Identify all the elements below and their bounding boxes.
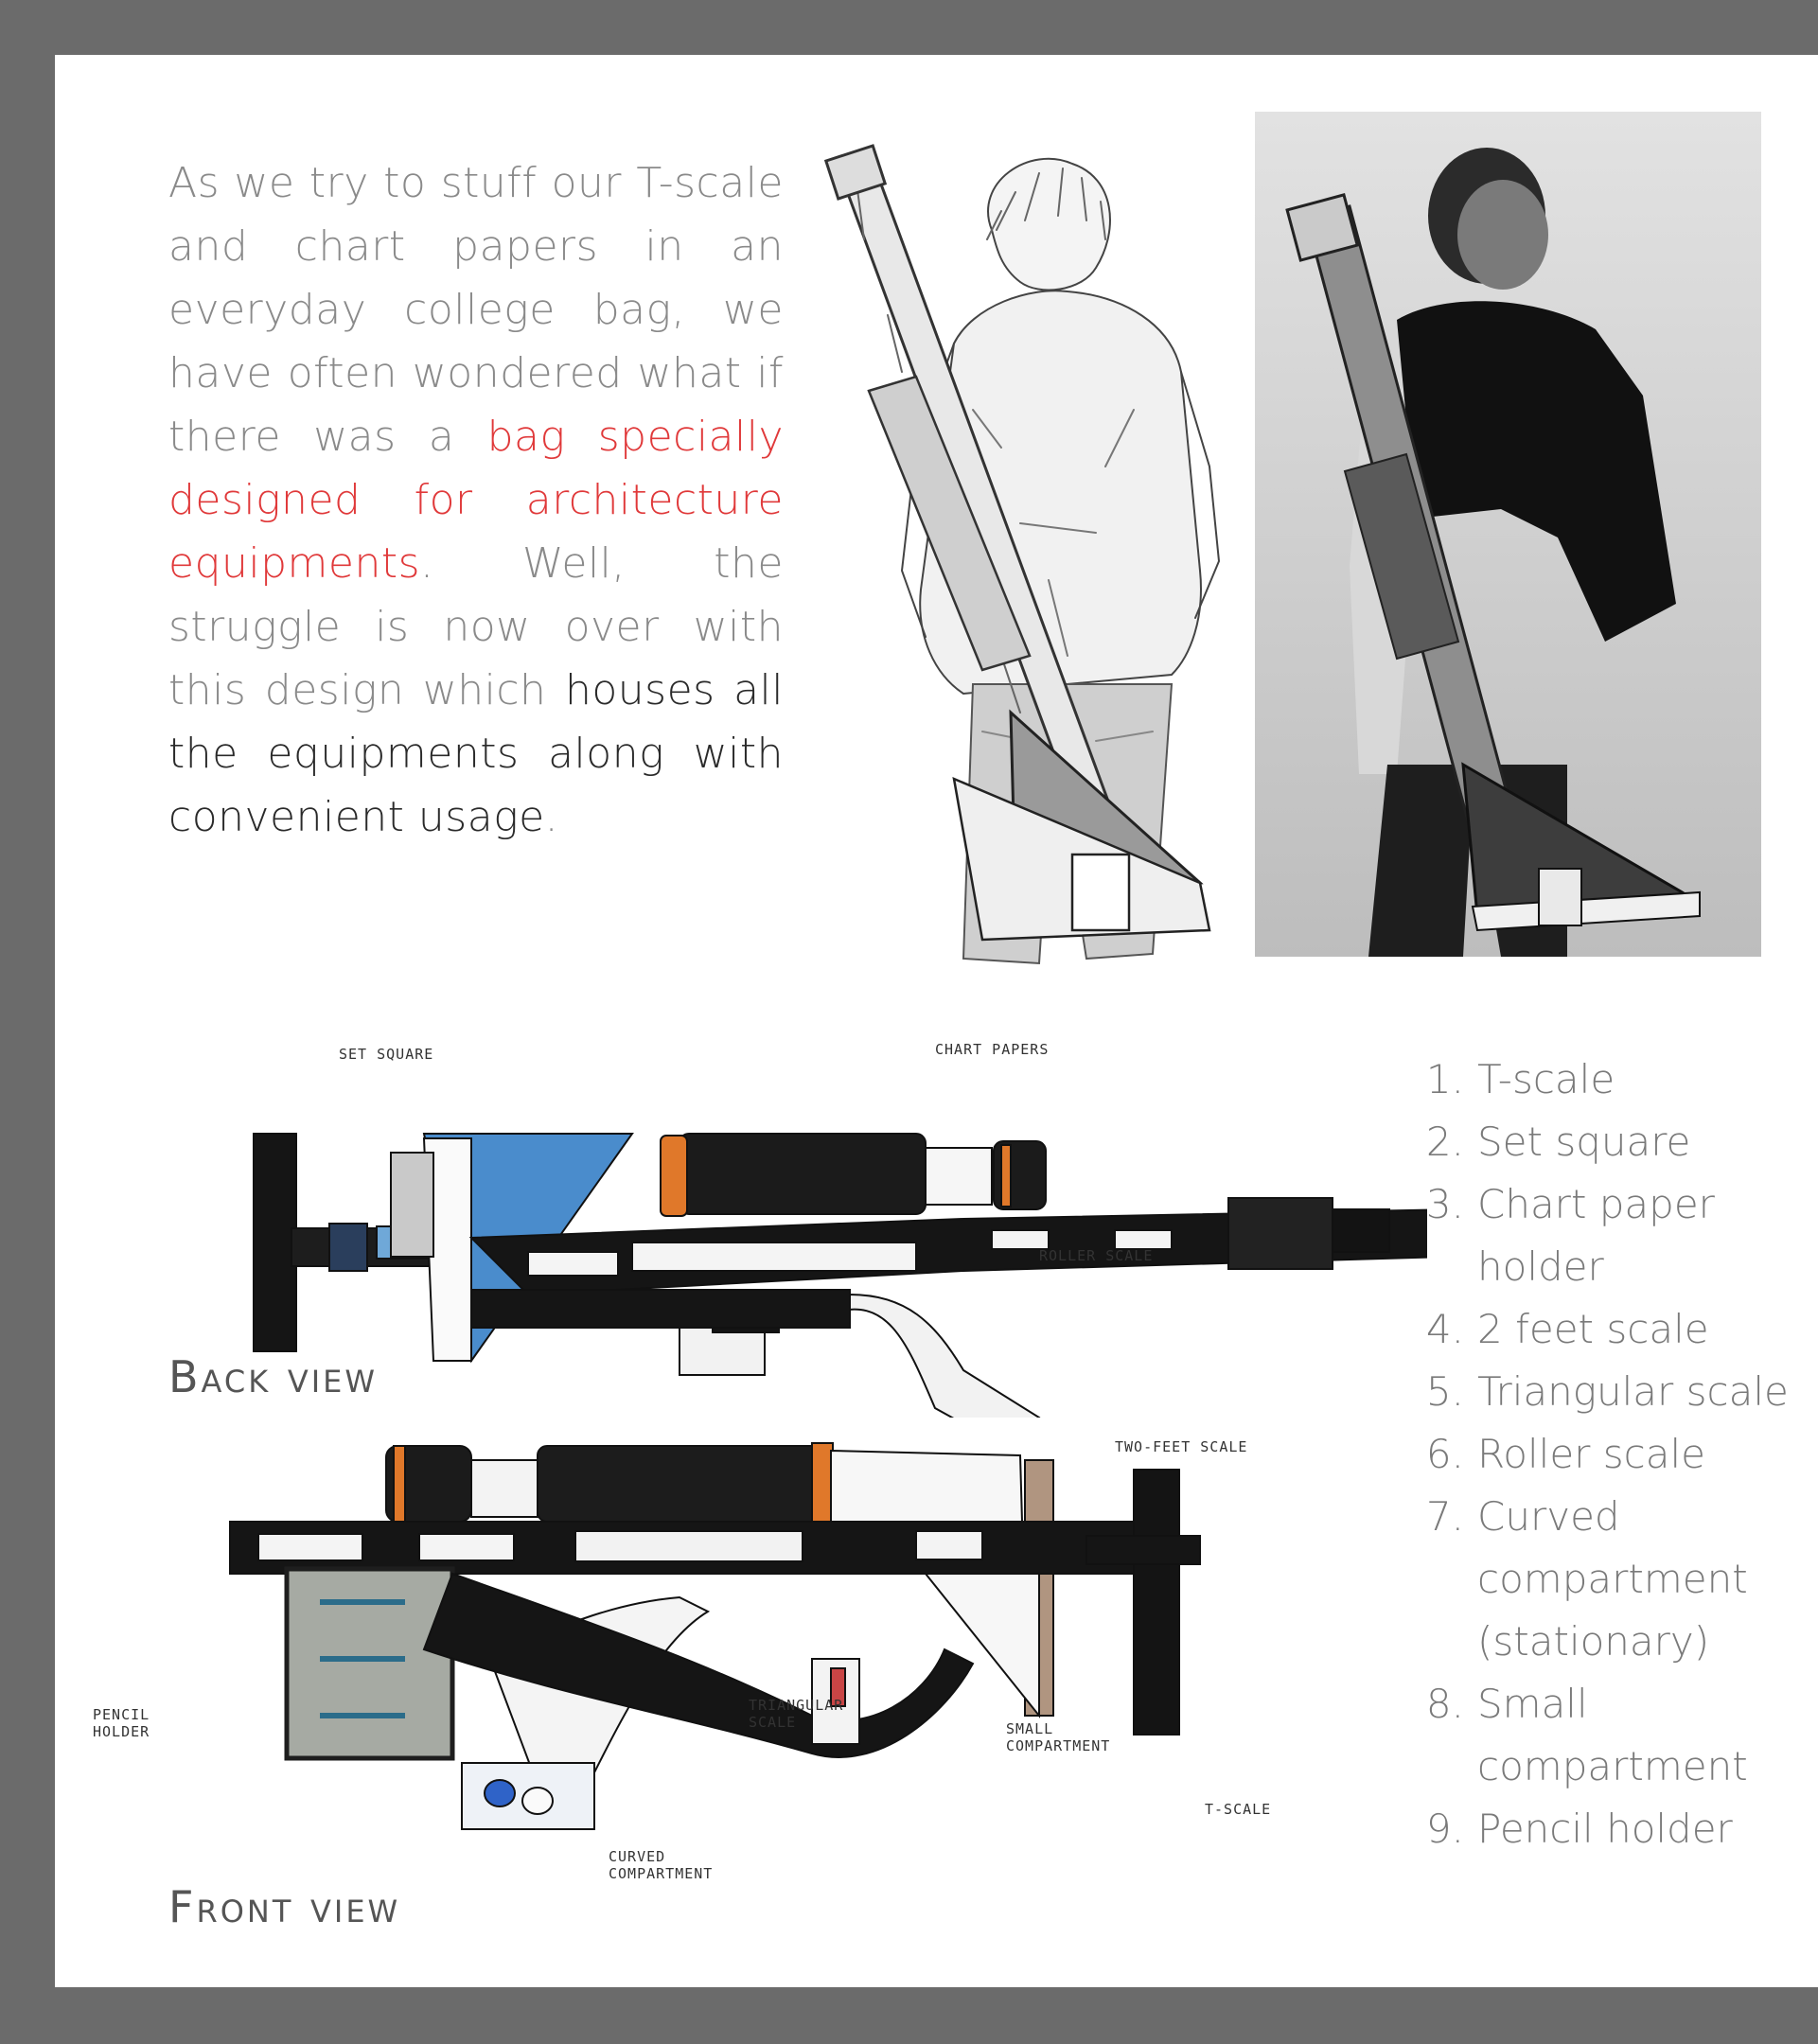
part-number: 5. [1425,1368,1464,1415]
photo-illustration [1255,112,1761,957]
intro-text-3: . [544,793,559,841]
intro-text-2: . Well, the struggle is now over with this design which [168,539,784,714]
part-label: Set square [1477,1119,1691,1165]
part-number: 6. [1425,1431,1464,1477]
label-curved-compartment: CURVED COMPARTMENT [609,1848,714,1882]
back-view-title: Back view [168,1351,379,1402]
label-two-feet-scale: TWO-FEET SCALE [1115,1438,1248,1455]
part-number: 4. [1425,1306,1464,1352]
page [55,55,1818,1987]
photo-person-with-bag [1255,112,1761,957]
parts-list-item [1422,1173,1818,1298]
part-number: 9. [1425,1806,1464,1852]
label-chart-papers: CHART PAPERS [935,1041,1050,1058]
part-number: 2. [1425,1119,1464,1165]
intro-text-1: As we try to stuff our T-scale and chart papers in an everyday college bag, we have often wondered what if there was a [168,159,784,461]
part-label: Chart paper holder [1477,1181,1715,1290]
part-number: 3. [1425,1181,1464,1227]
parts-list-item [1422,1361,1818,1423]
part-label: Curved compartment (stationary) [1477,1493,1748,1665]
parts-list-item [1422,1486,1818,1673]
parts-list-item [1422,1111,1818,1173]
part-label: Triangular scale [1477,1368,1789,1415]
part-label: Roller scale [1477,1431,1706,1477]
front-view-title: Front view [168,1881,401,1932]
parts-list [1422,1048,1818,1860]
label-triangular-scale: TRIANGULAR SCALE [749,1697,844,1731]
part-number: 7. [1425,1493,1464,1540]
intro-paragraph [168,151,784,849]
label-set-square: SET SQUARE [339,1046,434,1063]
parts-list-item [1422,1798,1818,1860]
label-small-compartment: SMALL COMPARTMENT [1006,1720,1111,1754]
parts-list-item [1422,1423,1818,1486]
intro-emphasis: houses all the equipments along with convenient usage [168,666,784,841]
label-pencil-holder: PENCIL HOLDER [93,1706,150,1740]
intro-highlight: bag specially designed for architecture equipments [168,413,785,588]
part-label: Pencil holder [1477,1806,1733,1852]
label-roller-scale: ROLLER SCALE [1039,1247,1154,1264]
part-label: T-scale [1477,1056,1615,1102]
part-label: 2 feet scale [1477,1306,1709,1352]
parts-list-item [1422,1673,1818,1798]
sketch-illustration [812,126,1314,996]
label-t-scale: T-SCALE [1205,1801,1272,1818]
part-label: Small compartment [1477,1681,1748,1789]
part-number: 8. [1425,1681,1464,1727]
parts-list-item [1422,1298,1818,1361]
parts-list-item [1422,1048,1818,1111]
part-number: 1. [1425,1056,1464,1102]
